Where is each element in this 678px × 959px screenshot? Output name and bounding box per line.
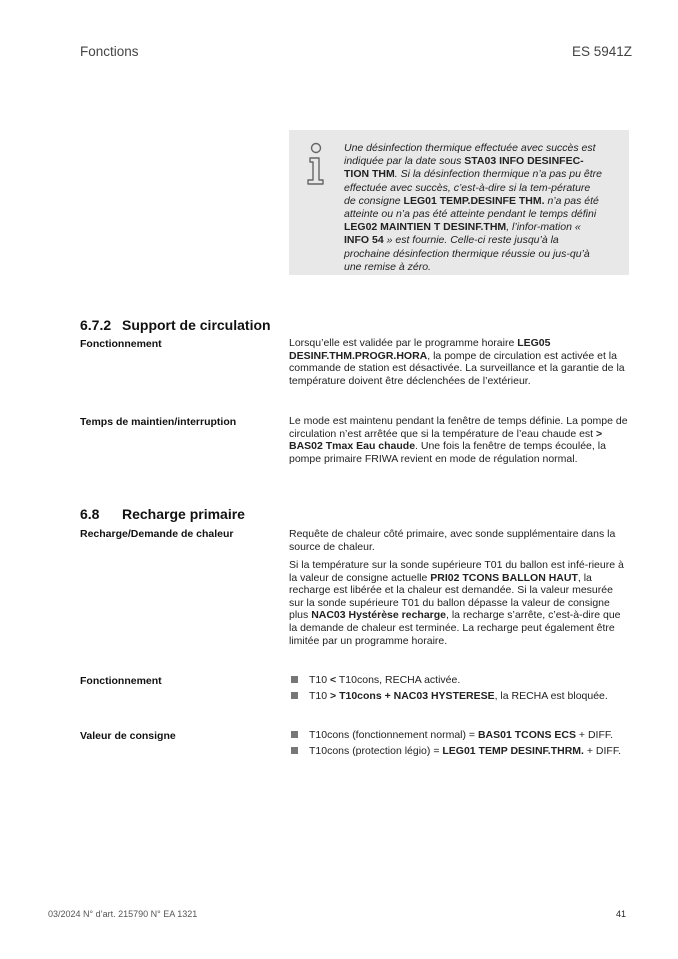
row-label-temps-maintien: Temps de maintien/interruption	[80, 416, 237, 428]
row-text-fonctionnement-circulation: Lorsqu’elle est validée par le programme horaire LEG05 DESINF.THM.PROGR.HORA, la pompe de circulation est activée et la commande de station est désactivée. La surveillance et la garantie de la température doivent être déclenchées de l’extérieur.	[289, 337, 625, 387]
list-item-text: T10cons (fonctionnement normal) = BAS01 TCONS ECS + DIFF.	[309, 729, 614, 741]
row-text-recharge-detail: Si la température sur la sonde supérieure T01 du ballon est infé-rieure à la valeur de consigne actuelle PRI02 TCONS BALLON HAUT, la recharge est libérée et la chaleur est demandée. Si la valeur mesurée sur la sonde supérieure T01 du ballon dépasse la valeur de consigne plus NAC03 Hystérèse recharge, la recharge s’arrête, c’est-à-dire que la demande de chaleur est terminée. La recharge peut également être limitée par un programme horaire.	[289, 559, 624, 647]
bullet-square-icon	[291, 731, 298, 738]
list-item-text: T10cons (protection légio) = LEG01 TEMP DESINF.THRM. + DIFF.	[309, 745, 622, 757]
row-label-fonctionnement-circulation: Fonctionnement	[80, 338, 162, 350]
bullet-square-icon	[291, 692, 298, 699]
bullet-square-icon	[291, 676, 298, 683]
footer-reference: 03/2024 N° d’art. 215790 N° EA 1321	[48, 909, 198, 919]
info-box	[289, 130, 629, 275]
list-item-text: T10 > T10cons + NAC03 HYSTERESE, la RECHA est bloquée.	[309, 690, 608, 702]
row-text-recharge-intro: Requête de chaleur côté primaire, avec sonde supplémentaire dans la source de chaleur.	[289, 528, 616, 553]
section-number-68: 6.8	[80, 506, 100, 522]
section-number-672: 6.7.2	[80, 317, 112, 333]
section-title-support-circulation: Support de circulation	[122, 317, 271, 333]
row-label-recharge-demande: Recharge/Demande de chaleur	[80, 528, 234, 540]
row-label-fonctionnement-recharge: Fonctionnement	[80, 675, 162, 687]
header-document-code: ES 5941Z	[571, 44, 632, 59]
info-box-text: Une désinfection thermique effectuée avec succès est indiquée par la date sous STA03 INFO DESINFEC-TION THM. Si la désinfection thermique n’a pas pu être effectuée avec succès, c’est-à-dire si la tem-pérature de consigne LEG01 TEMP.DESINFE THM. n’a pas été atteinte ou n’a pas été atteinte pendant le temps défini LEG02 MAINTIEN T DESINF.THM, l’infor-mation « INFO 54 » est fournie. Celle-ci reste jusqu’à la prochaine désinfection thermique réussie ou jus-qu’à une remise à zéro.	[344, 142, 602, 273]
section-title-recharge-primaire: Recharge primaire	[122, 506, 245, 522]
page-number: 41	[615, 909, 626, 919]
bullet-square-icon	[291, 747, 298, 754]
row-label-valeur-consigne: Valeur de consigne	[80, 730, 176, 742]
row-text-temps-maintien: Le mode est maintenu pendant la fenêtre de temps définie. La pompe de circulation n’est arrêtée que si la température de l’eau chaude est > BAS02 Tmax Eau chaude. Une fois la fenêtre de temps écoulée, la pompe primaire FRIWA revient en mode de régulation normal.	[289, 415, 628, 465]
list-item-text: T10 < T10cons, RECHA activée.	[309, 674, 461, 686]
info-icon	[304, 142, 328, 186]
header-section-title: Fonctions	[80, 44, 139, 59]
